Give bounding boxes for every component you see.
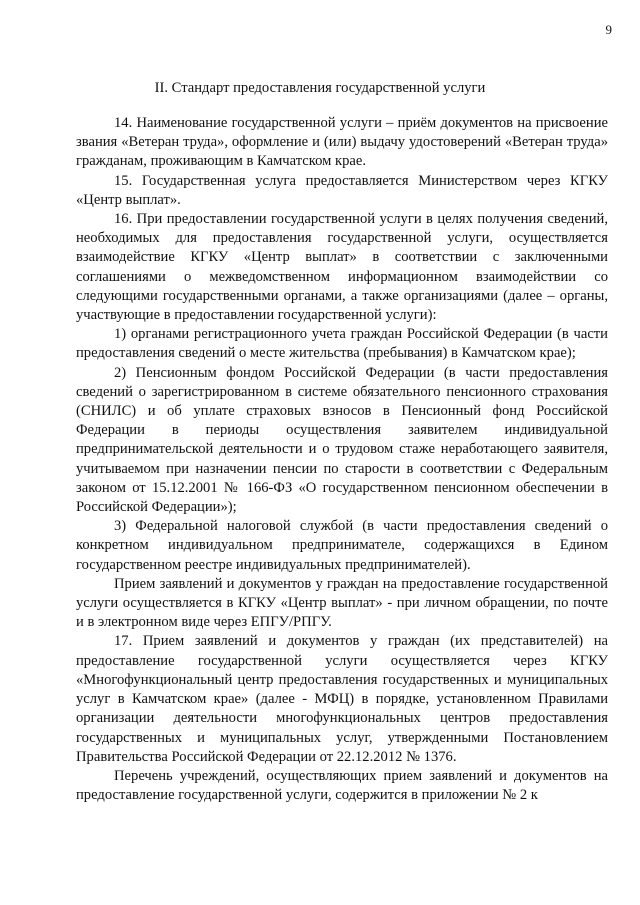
paragraph-15: 15. Государственная услуга предоставляется Министерством через КГКУ «Центр выплат». [76,172,608,208]
paragraph-reception: Прием заявлений и документов у граждан на предоставление государственной услуги осуществляется в КГКУ «Центр выплат» - при личном обращении, по почте и в электронном виде через ЕПГУ/РПГУ. [76,575,608,631]
paragraph-16-item-2: 2) Пенсионным фондом Российской Федерации (в части предоставления сведений о зарегистрированном в системе обязательного пенсионного страхования (СНИЛС) и об уплате страховых взносов в Пенсионный фонд Российской Федерации в периоды осуществления заявителем индивидуальной предпринимательской деятельности и о трудовом стаже неработающего заявителя, учитываемом при назначении пенсии по старости в соответствии с Федеральным законом от 15.12.2001 № 166-ФЗ «О государственном пенсионном обеспечении в Российской Федерации»); [76,364,608,516]
paragraph-14: 14. Наименование государственной услуги – приём документов на присвоение звания «Ветеран труда», оформление и (или) выдачу удостоверений «Ветеран труда» гражданам, проживающим в Камчатском крае. [76,115,608,170]
page-number: 9 [605,22,612,37]
paragraph-16: 16. При предоставлении государственной услуги в целях получения сведений, необходимых для предоставления государственной услуги, осуществляется взаимодействие КГКУ «Центр выплат» в соответствии с заключенными соглашениями о межведомственном информационном взаимодействии со следующими государственными органами, а также организациями (далее – органы, участвующие в предоставлении государственной услуги): [76,211,608,324]
section-title: II. Стандарт предоставления государственной услуги [154,80,486,96]
paragraph-16-item-1: 1) органами регистрационного учета граждан Российской Федерации (в части предоставления сведений о месте жительства (пребывания) в Камчатском крае); [76,326,608,362]
document-body [76,114,608,805]
paragraph-institutions-list: Перечень учреждений, осуществляющих прием заявлений и документов на предоставление государственной услуги, содержится в приложении № 2 к [76,767,608,804]
paragraph-16-item-3: 3) Федеральной налоговой службой (в части предоставления сведений о конкретном индивидуальном предпринимателе, содержащихся в Едином государственном реестре индивидуальных предпринимателей). [76,518,608,573]
paragraph-17: 17. Прием заявлений и документов у граждан (их представителей) на предоставление государственной услуги осуществляется через КГКУ «Многофункциональный центр предоставления государственных и муниципальных услуг в Камчатском крае» (далее - МФЦ) в порядке, установленном Правилами организации деятельности многофункциональных центров предоставления государственных и муниципальных услуг, утвержденными Постановлением Правительства Российской Федерации от 22.12.2012 № 1376. [76,633,608,765]
